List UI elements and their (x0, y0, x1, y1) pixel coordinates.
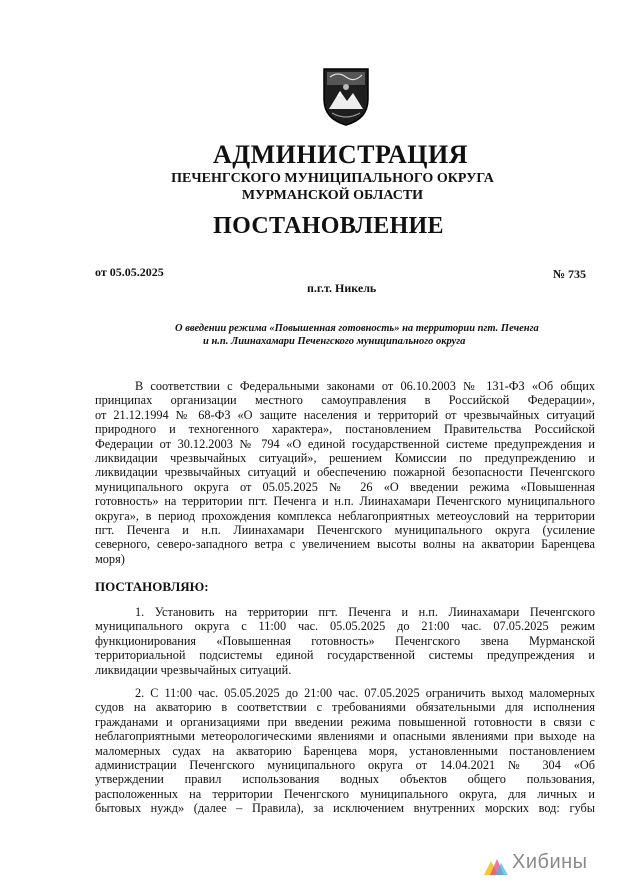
paragraph-line: муниципального округа с 11:00 час. 05.05.2025 до 21:00 час. 07.05.2025 режим (95, 619, 595, 634)
paragraph-line: Федерации от 30.12.2003 № 794 «О единой государственной системе предупреждения и (95, 436, 595, 451)
org-title: АДМИНИСТРАЦИЯ (212, 140, 469, 169)
watermark-logo-icon (482, 851, 510, 877)
paragraph-line: принципах организации местного самоуправления в Российской Федерации», (95, 393, 595, 408)
decree-item-1 (95, 605, 595, 677)
paragraph-line: от 21.12.1994 № 68-ФЗ «О защите населения и территорий от чрезвычайных ситуаций (95, 407, 595, 422)
coat-of-arms-icon (320, 63, 372, 127)
org-subtitle-district: ПЕЧЕНГСКОГО МУНИЦИПАЛЬНОГО ОКРУГА (171, 171, 494, 186)
watermark-text: Хибины (512, 851, 588, 873)
paragraph-line: территориальной подсистемы единой государственной системы предупреждения и (95, 648, 595, 663)
document-subject (175, 322, 605, 348)
paragraph-line: природного и техногенного характера», постановлением Правительства Российской (95, 422, 595, 437)
document-type: ПОСТАНОВЛЕНИЕ (213, 213, 444, 239)
paragraph-line: готовность» на территории пгт. Печенга и н.п. Лиинахамари Печенгского муниципального (95, 494, 595, 509)
decree-item-2 (95, 686, 595, 816)
subject-line: О введении режима «Повышенная готовность» на территории пгт. Печенга (175, 323, 539, 334)
paragraph-line: ликвидации чрезвычайных ситуаций и обеспечению пожарной безопасности Печенгского (95, 465, 595, 480)
paragraph-line: ликвидации чрезвычайных ситуаций», решением Комиссии по предупреждению и (95, 451, 595, 466)
paragraph-line: функционирования «Повышенная готовность» Печенгского звена Мурманской (95, 633, 595, 648)
paragraph-line: 1. Установить на территории пгт. Печенга и н.п. Лиинахамари Печенгского (135, 605, 595, 619)
watermark (482, 849, 622, 879)
paragraph-line: муниципального округа от 05.05.2025 № 26 «О введении режима «Повышенная (95, 479, 595, 494)
paragraph-line: ликвидации чрезвычайных ситуаций. (95, 662, 292, 677)
decree-heading: ПОСТАНОВЛЯЮ: (95, 579, 209, 594)
org-subtitle-region: МУРМАНСКОЙ ОБЛАСТИ (241, 188, 424, 203)
paragraph-line: расположенных на территории Печенгского муниципального округа, для личных и (95, 786, 595, 801)
paragraph-line: северного, северо-западного ветра с увеличением высоты волны на акватории Баренцева (95, 537, 595, 552)
paragraph-line: моря) (95, 551, 125, 566)
paragraph-line: неблагоприятными метеорологическими явлениями и опасными явлениями при выходе на (95, 729, 595, 744)
subject-line: и н.п. Лиинахамари Печенгского муниципального округа (203, 336, 466, 347)
document-place: п.г.т. Никель (307, 281, 377, 295)
paragraph-line: гражданами и организациями при введении режима повышенной готовности в связи с (95, 714, 595, 729)
paragraph-line: В соответствии с Федеральными законами от 06.10.2003 № 131-ФЗ «Об общих (135, 379, 595, 393)
paragraph-line: утверждении правил использования водных объектов общего пользования, (95, 772, 595, 787)
paragraph-line: маломерных судах на акваторию Баренцева моря, установленными постановлением (95, 743, 595, 758)
paragraph-line: пгт. Печенга и н.п. Лиинахамари Печенгского муниципального округа (усиление (95, 523, 595, 538)
paragraph-line: округа», в период прохождения комплекса неблагоприятных метеоусловий на территории (95, 508, 595, 523)
paragraph-line: администрации Печенгского муниципального округа от 14.04.2021 № 304 «Об (95, 758, 595, 773)
paragraph-line: 2. С 11:00 час. 05.05.2025 до 21:00 час. 07.05.2025 ограничить выход маломерных (135, 686, 595, 700)
document-number: № 735 (553, 267, 587, 281)
preamble-paragraph (95, 379, 595, 566)
document-date: от 05.05.2025 (95, 265, 164, 279)
paragraph-line: судов на акваторию в соответствии с требованиями обязательными для исполнения (95, 700, 595, 715)
paragraph-line: бытовых нужд» (далее – Правила), за исключением внутренних морских вод: губы (95, 801, 595, 816)
